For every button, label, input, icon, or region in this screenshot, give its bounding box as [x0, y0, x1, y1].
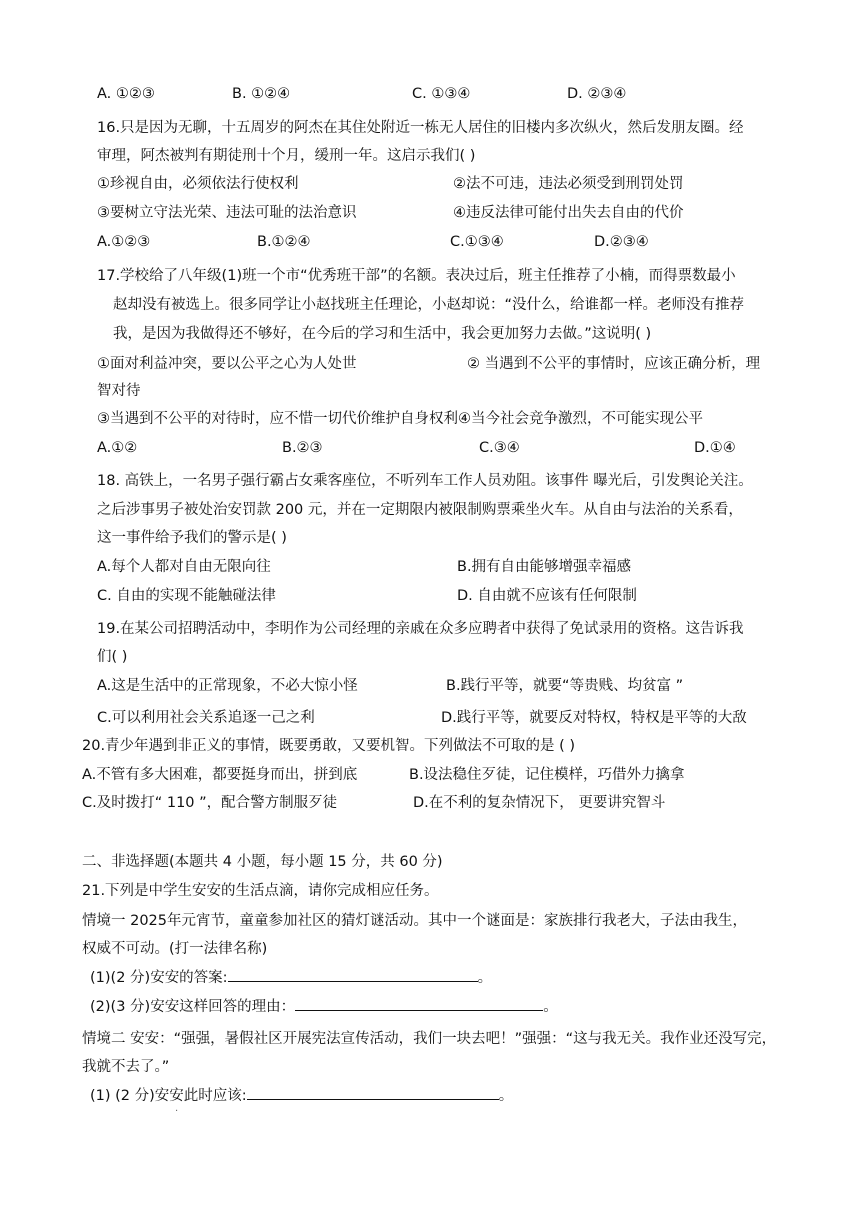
q17-statement-1: ①面对利益冲突，要以公平之心为人处世: [97, 356, 357, 372]
q17-statement-2: ② 当遇到不公平的事情时，应该正确分析，理: [467, 356, 761, 372]
q21-scene2-line1: 情境二 安安：“强强，暑假社区开展宪法宣传活动，我们一块去吧！”强强：“这与我无关。我作业还没写完，: [82, 1031, 777, 1047]
q16-statement-2: ②法不可违，违法必须受到刑罚处罚: [453, 176, 684, 192]
q17-option-d[interactable]: D.①④: [694, 440, 736, 456]
q21-scene1-task2-answer-blank[interactable]: [295, 996, 543, 1011]
q18-option-a[interactable]: A.每个人都对自由无限向往: [97, 559, 271, 575]
q16-option-a[interactable]: A.①②③: [97, 234, 151, 250]
period: 。: [498, 1088, 514, 1104]
q21-stem: 21.下列是中学生安安的生活点滴，请你完成相应任务。: [82, 883, 439, 899]
q20-option-a[interactable]: A.不管有多大困难，都要挺身而出，拼到底: [82, 767, 358, 783]
q16-stem-line2: 审理，阿杰被判有期徒刑十个月，缓刑一年。这启示我们( ): [97, 148, 476, 164]
q19-stem-line2: 们( ): [97, 649, 128, 665]
q21-scene2-task1-label: (1) (2 分)安安此时应该:: [90, 1088, 247, 1104]
q17-stem-line1: 17.学校给了八年级(1)班一个市“优秀班干部”的名额。表决过后，班主任推荐了小楠，而得票数最小: [97, 268, 736, 284]
q18-option-c[interactable]: C. 自由的实现不能触碰法律: [97, 588, 276, 604]
q17-option-a[interactable]: A.①②: [97, 440, 138, 456]
q16-statement-3: ③要树立守法光荣、违法可耻的法治意识: [97, 205, 357, 221]
q21-scene1-line1: 情境一 2025年元宵节，童童参加社区的猜灯谜活动。其中一个谜面是：家族排行我老大，子法由我生，: [82, 913, 748, 929]
q18-stem-line1: 18. 高铁上，一名男子强行霸占女乘客座位，不听列车工作人员劝阻。该事件 曝光后，引发舆论关注。: [97, 473, 753, 489]
q16-option-c[interactable]: C.①③④: [450, 234, 504, 250]
q16-option-b[interactable]: B.①②④: [257, 234, 311, 250]
q16-statement-4: ④违反法律可能付出失去自由的代价: [453, 205, 684, 221]
q19-option-c[interactable]: C.可以利用社会关系追逐一己之利: [97, 710, 315, 726]
q15-option-c[interactable]: C. ①③④: [412, 86, 471, 102]
q20-option-c[interactable]: C.及时拨打“ 110 ”，配合警方制服歹徒: [82, 795, 338, 811]
q20-option-d[interactable]: D.在不利的复杂情况下， 更要讲究智斗: [413, 795, 666, 811]
q17-option-c[interactable]: C.③④: [479, 440, 520, 456]
q18-stem-line2: 之后涉事男子被处治安罚款 200 元，并在一定期限内被限制购票乘坐火车。从自由与法治的关系看，: [97, 502, 743, 518]
q17-statement-2-cont: 智对待: [97, 383, 141, 399]
q20-stem: 20.青少年遇到非正义的事情，既要勇敢，又要机智。下列做法不可取的是 ( ): [82, 738, 576, 754]
q16-statement-1: ①珍视自由，必须依法行使权利: [97, 176, 299, 192]
q15-option-b[interactable]: B. ①②④: [232, 86, 291, 102]
q21-scene2-task1: [90, 1085, 513, 1106]
q17-stem-line2: 赵却没有被选上。很多同学让小赵找班主任理论，小赵却说：“没什么，给谁都一样。老师没有推荐: [113, 297, 745, 313]
q17-statement-3-4: ③当遇到不公平的对待时，应不惜一切代价维护自身权利④当今社会竞争激烈，不可能实现公平: [97, 411, 703, 427]
q15-option-d[interactable]: D. ②③④: [567, 86, 627, 102]
q21-scene2-line2: 我就不去了。”: [82, 1059, 170, 1075]
q21-scene1-task2: [90, 996, 558, 1017]
q19-option-b[interactable]: B.践行平等，就要“等贵贱、均贫富 ”: [446, 678, 684, 694]
q21-scene1-line2: 权威不可动。(打一法律名称): [82, 941, 268, 957]
q21-scene1-task1-label: (1)(2 分)安安的答案:: [90, 970, 228, 986]
q19-option-d[interactable]: D.践行平等，就要反对特权，特权是平等的大敌: [441, 710, 747, 726]
q17-stem-line3: 我，是因为我做得还不够好，在今后的学习和生活中，我会更加努力去做。”这说明( ): [113, 326, 652, 342]
q18-stem-line3: 这一事件给予我们的警示是( ): [97, 530, 287, 546]
q17-option-b[interactable]: B.②③: [282, 440, 323, 456]
period: 。: [543, 999, 558, 1015]
period: 。: [477, 970, 493, 986]
q20-option-b[interactable]: B.设法稳住歹徒，记住模样，巧借外力擒拿: [409, 767, 685, 783]
q18-option-b[interactable]: B.拥有自由能够增强幸福感: [457, 559, 632, 575]
section2-heading: 二、非选择题(本题共 4 小题，每小题 15 分，共 60 分): [82, 854, 443, 870]
q16-option-d[interactable]: D.②③④: [594, 234, 649, 250]
q15-option-a[interactable]: A. ①②③: [97, 86, 155, 102]
stray-mark: ·: [175, 1106, 179, 1117]
q19-stem-line1: 19.在某公司招聘活动中，李明作为公司经理的亲戚在众多应聘者中获得了免试录用的资格。这告诉我: [97, 621, 744, 637]
q18-option-d[interactable]: D. 自由就不应该有任何限制: [457, 588, 637, 604]
q21-scene2-task1-answer-blank[interactable]: [247, 1085, 499, 1100]
q21-scene1-task1: [90, 967, 492, 988]
q21-scene1-task2-label: (2)(3 分)安安这样回答的理由：: [90, 999, 296, 1015]
q16-stem-line1: 16.只是因为无聊，十五周岁的阿杰在其住处附近一栋无人居住的旧楼内多次纵火，然后发朋友圈。经: [97, 120, 744, 136]
q19-option-a[interactable]: A.这是生活中的正常现象，不必大惊小怪: [97, 678, 358, 694]
q21-scene1-task1-answer-blank[interactable]: [228, 967, 478, 982]
